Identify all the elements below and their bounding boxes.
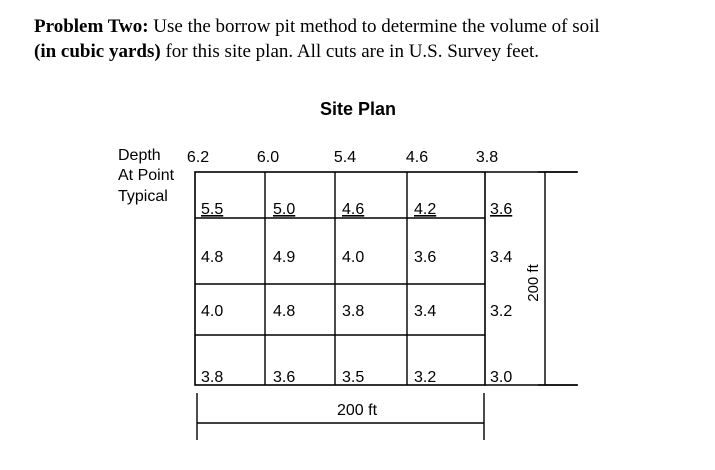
top-row-depth-3: 5.4	[333, 149, 357, 166]
grid-depth-r3-c4: 3.4	[414, 303, 437, 320]
grid-depth-r2-c2: 4.9	[273, 249, 296, 266]
grid-depth-r4-c2: 3.6	[273, 369, 296, 386]
height-dimension	[538, 172, 578, 385]
top-row-depth-1: 6.2	[186, 149, 210, 166]
grid-depth-r4-c3: 3.5	[342, 369, 365, 386]
grid-depth-r3-c3: 3.8	[342, 303, 365, 320]
grid-depth-r2-c4: 3.6	[414, 249, 437, 266]
grid-depth-r3-c5: 3.2	[490, 303, 513, 320]
grid-depth-r4-c1: 3.8	[201, 369, 224, 386]
grid-depth-r4-c4: 3.2	[414, 369, 437, 386]
grid	[195, 172, 577, 385]
top-row-depths	[187, 149, 498, 166]
problem-text-1: Use the borrow pit method to determine the volume of soil	[148, 16, 600, 37]
problem-text-2: for this site plan. All cuts are in U.S. Survey feet.	[160, 41, 540, 62]
grid-depth-r2-c5: 3.4	[490, 249, 513, 266]
problem-units-emphasis: (in cubic yards)	[34, 41, 161, 62]
grid-depth-r3-c2: 4.8	[273, 303, 296, 320]
depth-label-line-3: Typical	[118, 188, 168, 205]
grid-depth-r4-c5: 3.0	[490, 369, 513, 386]
height-label: 200 ft	[525, 264, 542, 302]
depth-label-line-2: At Point	[118, 167, 175, 184]
width-label: 200 ft	[336, 402, 378, 419]
grid-depth-r2-c1: 4.8	[201, 249, 224, 266]
diagram-title: Site Plan	[319, 99, 397, 119]
grid-depth-r1-c5: 3.6	[490, 201, 513, 218]
grid-depth-r1-c2: 5.0	[273, 201, 296, 218]
grid-outer-border	[195, 172, 485, 385]
top-row-depth-2: 6.0	[256, 149, 280, 166]
grid-depth-r1-c4: 4.2	[414, 201, 437, 218]
top-row-depth-5: 3.8	[475, 149, 499, 166]
depth-label-line-1: Depth	[118, 147, 161, 164]
grid-depth-values	[201, 201, 512, 386]
grid-depth-r1-c1: 5.5	[201, 201, 224, 218]
top-row-depth-4: 4.6	[405, 149, 429, 166]
problem-label: Problem Two:	[34, 16, 149, 37]
grid-depth-r2-c3: 4.0	[342, 249, 365, 266]
grid-depth-r3-c1: 4.0	[201, 303, 224, 320]
grid-depth-r1-c3: 4.6	[342, 201, 365, 218]
